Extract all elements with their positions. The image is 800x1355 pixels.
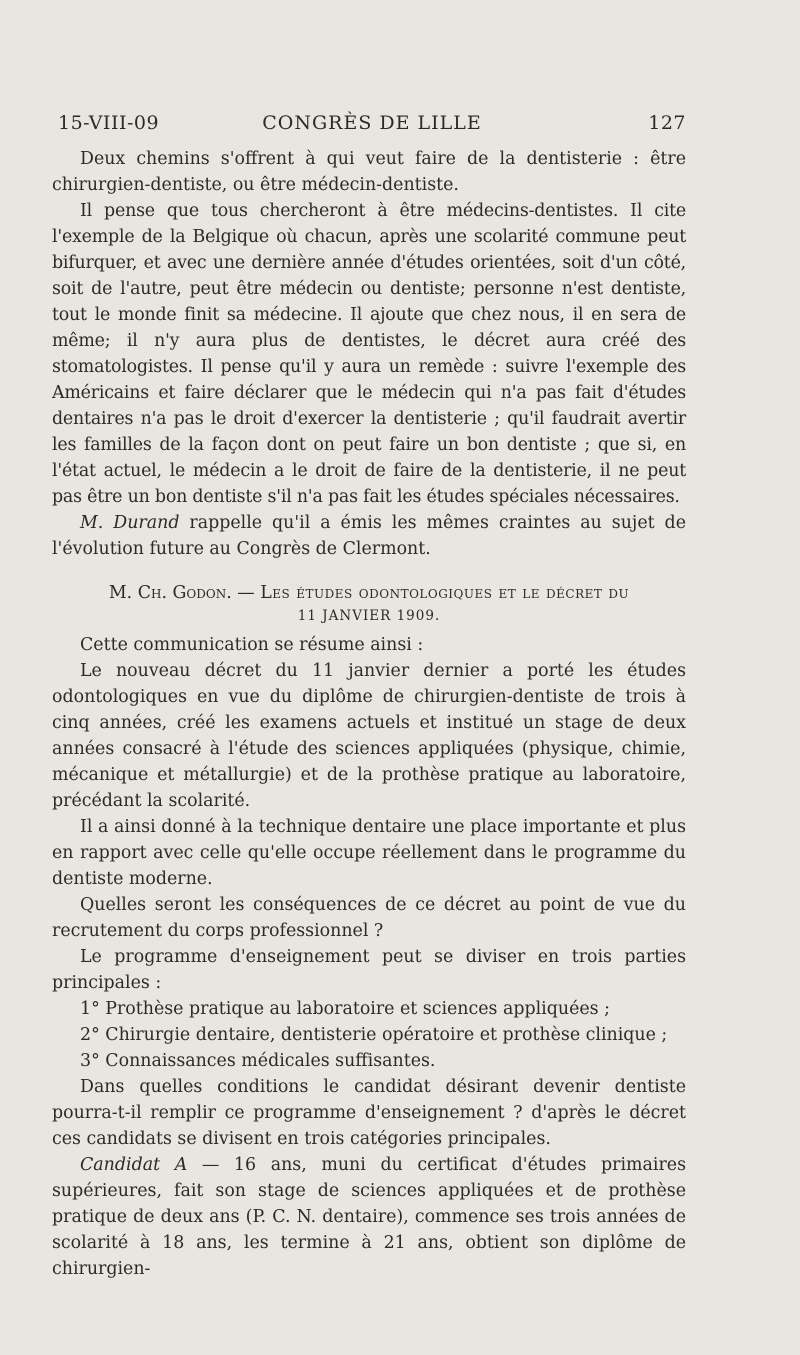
paragraph: Deux chemins s'offrent à qui veut faire de la dentisterie : être chirurgien-dentiste, ou être médecin-dentiste.	[52, 149, 686, 195]
paragraph: Le programme d'enseignement peut se diviser en trois parties principales :	[52, 947, 686, 993]
paragraph: Dans quelles conditions le candidat désirant devenir dentiste pourra-t-il remplir ce programme d'enseignement ? d'après le décret ces candidats se divisent en trois catégories principales.	[52, 1077, 686, 1149]
heading-dash: —	[231, 583, 261, 603]
paragraph: Quelles seront les conséquences de ce décret au point de vue du recrutement du corps professionnel ?	[52, 895, 686, 941]
paragraph: Il pense que tous chercheront à être médecins-dentistes. Il cite l'exemple de la Belgique où chacun, après une scolarité commune peut bifurquer, et avec une dernière année d'études orientées, soit d'un côté, soit de l'autre, peut être médecin ou dentiste; personne n'est dentiste, tout le monde finit sa médecine. Il ajoute que chez nous, il en sera de même; il n'y aura plus de dentistes, le décret aura créé des stomatologistes. Il pense qu'il y aura un remède : suivre l'exemple des Américains et faire déclarer que le médecin qui n'a pas fait d'études dentaires n'a pas le droit d'exercer la dentisterie ; qu'il faudrait avertir les familles de la façon dont on peut faire un bon dentiste ; que si, en l'état actuel, le médecin a le droit de faire de la dentisterie, il ne peut pas être un bon dentiste s'il n'a pas fait les études spéciales nécessaires.	[52, 201, 686, 507]
candidate-label: Candidat A	[80, 1155, 188, 1175]
header-date: 15-VIII-09	[58, 112, 160, 134]
heading-speaker: M. Ch. Godon.	[108, 583, 232, 603]
section-heading	[52, 580, 686, 626]
heading-title: Les études odontologiques et le décret du	[260, 583, 630, 603]
paragraph	[52, 1152, 686, 1282]
speaker-name: M. Durand	[80, 513, 180, 533]
list-item: 1° Prothèse pratique au laboratoire et sciences appliquées ;	[80, 999, 610, 1019]
paragraph	[52, 510, 686, 562]
heading-date: 11 JANVIER 1909.	[297, 608, 441, 624]
list-item: 2° Chirurgie dentaire, dentisterie opératoire et prothèse clinique ;	[80, 1025, 668, 1045]
header-title: CONGRÈS DE LILLE	[262, 112, 482, 134]
paragraph: Le nouveau décret du 11 janvier dernier a porté les études odontologiques en vue du diplôme de chirurgien-dentiste de trois à cinq années, créé les examens actuels et institué un stage de deux années consacré à l'étude des sciences appliquées (physique, chimie, mécanique et métallurgie) et de la prothèse pratique au laboratoire, précédant la scolarité.	[52, 661, 686, 811]
paragraph: Cette communication se résume ainsi :	[80, 635, 424, 655]
running-header	[58, 112, 686, 142]
list-item: 3° Connaissances médicales suffisantes.	[80, 1051, 436, 1071]
numbered-list	[52, 996, 686, 1074]
paragraph-text: — 16 ans, muni du certificat d'études primaires supérieures, fait son stage de sciences appliquées et de prothèse pratique de deux ans (P. C. N. dentaire), commence ses trois années de scolarité à 18 ans, les termine à 21 ans, obtient son diplôme de chirurgien-	[52, 1155, 686, 1279]
page-number: 127	[648, 112, 686, 134]
body-text	[52, 146, 686, 1282]
paragraph: Il a ainsi donné à la technique dentaire une place importante et plus en rapport avec celle qu'elle occupe réellement dans le programme du dentiste moderne.	[52, 817, 686, 889]
paragraph-text: rappelle qu'il a émis les mêmes craintes au sujet de l'évolution future au Congrès de Clermont.	[52, 513, 686, 559]
